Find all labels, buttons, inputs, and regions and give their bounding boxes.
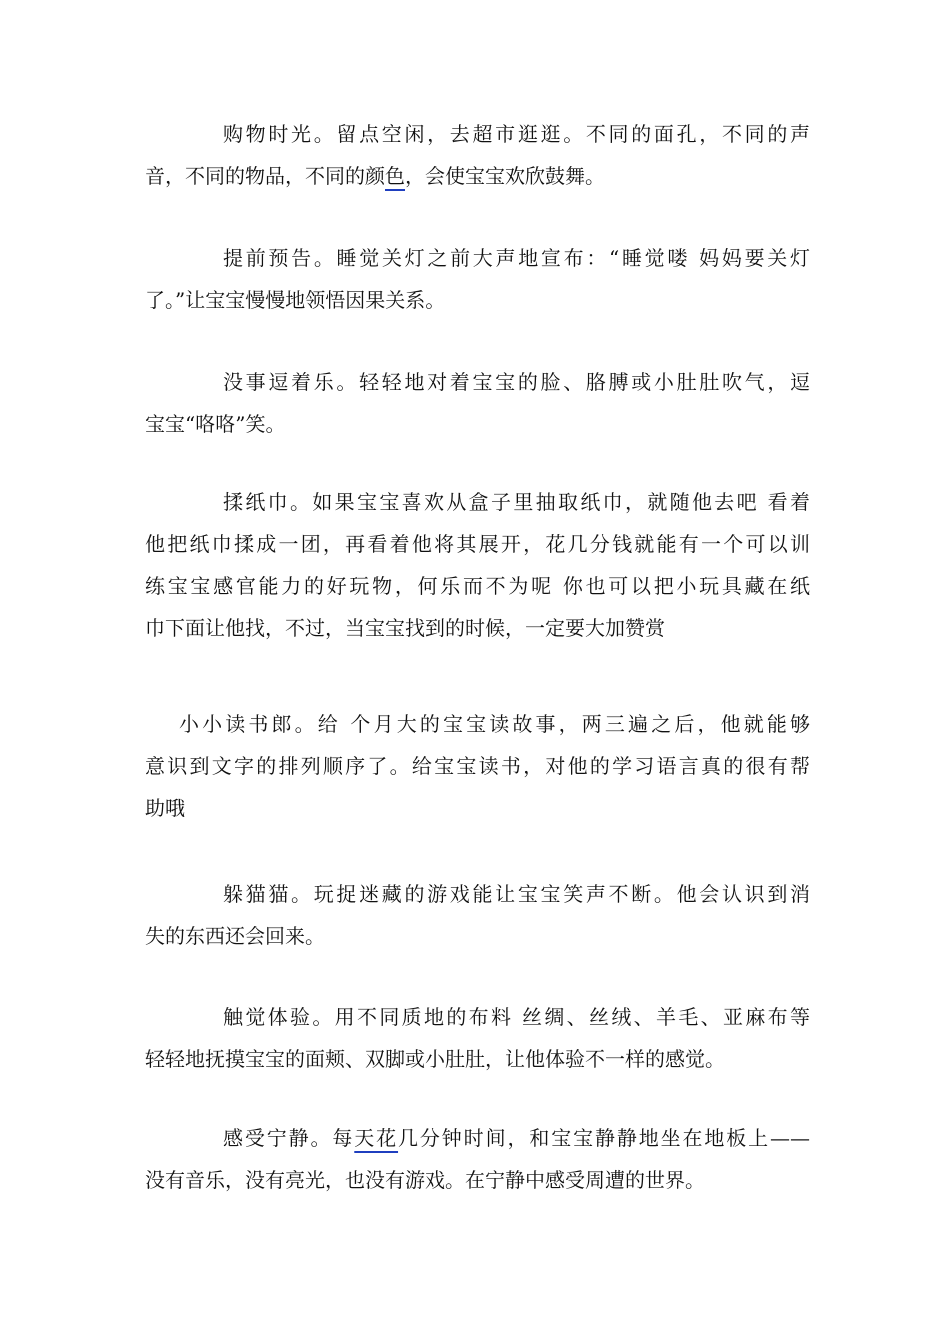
text-segment: ，会使宝宝欢欣鼓舞。 — [405, 164, 605, 188]
text-line: 失的东西还会回来。 — [145, 924, 325, 948]
paragraph-feel-quiet — [145, 1117, 810, 1201]
paragraph-peekaboo — [145, 873, 810, 957]
text-line: 没有音乐，没有亮光，也没有游戏。在宁静中感受周遭的世界。 — [145, 1168, 705, 1192]
text-line: 意识到文字的排列顺序了。给宝宝读书，对他的学习语言真的很有帮 — [145, 754, 810, 778]
paragraph-advance-notice — [145, 237, 810, 321]
text-line: 轻轻地抚摸宝宝的面颊、双脚或小肚肚，让他体验不一样的感觉。 — [145, 1047, 725, 1071]
paragraph-shopping-time — [145, 113, 810, 197]
text-line: 购物时光。留点空闲，去超市逛逛。不同的面孔，不同的声 — [223, 122, 810, 146]
paragraph-little-reader — [145, 703, 810, 829]
text-segment: 音，不同的物品，不同的颜 — [145, 164, 385, 188]
text-line — [145, 1117, 810, 1159]
text-line: 小小读书郎。给 个月大的宝宝读故事，两三遍之后，他就能够 — [179, 712, 810, 736]
hyperlink-tianhua[interactable]: 天花 — [354, 1126, 399, 1150]
paragraph-touch-experience — [145, 996, 810, 1080]
text-line: 提前预告。睡觉关灯之前大声地宣布：“睡觉喽 妈妈要关灯 — [223, 246, 810, 270]
paragraph-crumple-tissue — [145, 481, 810, 649]
text-segment: 感受宁静。每 — [223, 1126, 355, 1150]
text-line: 躲猫猫。玩捉迷藏的游戏能让宝宝笑声不断。他会认识到消 — [223, 882, 810, 906]
text-line: 没事逗着乐。轻轻地对着宝宝的脸、胳膊或小肚肚吹气，逗 — [223, 370, 810, 394]
text-line: 巾下面让他找，不过，当宝宝找到的时候，一定要大加赞赏 — [145, 616, 665, 640]
hyperlink-colour[interactable]: 色 — [385, 164, 405, 188]
text-line: 练宝宝感官能力的好玩物，何乐而不为呢 你也可以把小玩具藏在纸 — [145, 574, 810, 598]
text-line — [145, 155, 810, 197]
text-segment: 几分钟时间，和宝宝静静地坐在地板上—— — [398, 1126, 811, 1150]
text-line: 触觉体验。用不同质地的布料 丝绸、丝绒、羊毛、亚麻布等 — [223, 1005, 810, 1029]
text-line: 了。”让宝宝慢慢地领悟因果关系。 — [145, 288, 446, 312]
text-line: 揉纸巾。如果宝宝喜欢从盒子里抽取纸巾，就随他去吧 看着 — [223, 490, 810, 514]
text-line: 他把纸巾揉成一团，再看着他将其展开，花几分钱就能有一个可以训 — [145, 532, 810, 556]
text-line: 宝宝“咯咯”笑。 — [145, 412, 286, 436]
paragraph-playful-fun — [145, 361, 810, 445]
text-line: 助哦 — [145, 796, 185, 820]
